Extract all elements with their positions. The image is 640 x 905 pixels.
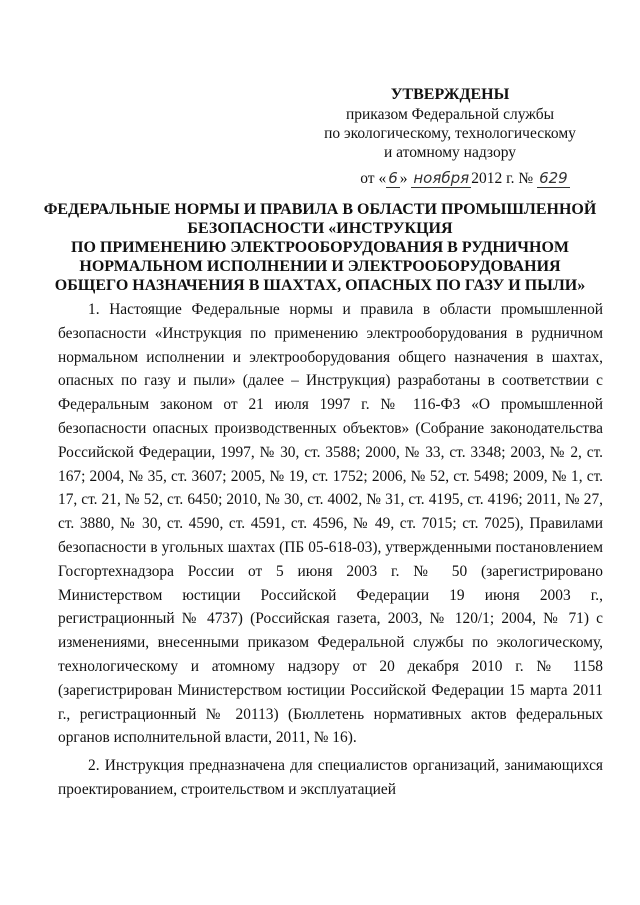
paragraph-1: 1. Настоящие Федеральные нормы и правила в области промышленной безопасности «Инструкция по применению электрооборудования в рудничном нормальном исполнении и электрооборудования общего назначения в шахтах, опасных по газу и пыли» (далее – Инструкция) разработаны в соответствии с Федеральным законом от 21 июля 1997 г. № 116-ФЗ «О промышленной безопасности опасных производственных объектов» (Собрание законодательства Российской Федерации, 1997, № 30, ст. 3588; 2000, № 33, ст. 3348; 2003, № 2, ст. 167; 2004, № 35, ст. 3607; 2005, № 19, ст. 1752; 2006, № 52, ст. 5498; 2009, № 1, ст. 17, ст. 21, № 52, ст. 6450; 2010, № 30, ст. 4002, № 31, ст. 4195, ст. 4196; 2011, № 27, ст. 3880, № 30, ст. 4590, ст. 4591, ст. 4596, № 49, ст. 7015; ст. 7025), Правилами безопасности в угольных шахтах (ПБ 05-618-03), утвержденными постановлением Госгортехнадзора России от 5 июня 2003 г. № 50 (зарегистрировано Министерством юстиции Российской Федерации 19 июня 2003 г., регистрационный № 4737) (Российская газета, 2003, № 120/1; 2004, № 71) с изменениями, внесенными приказом Федеральной службы по экологическому, технологическому и атомному надзору от 20 декабря 2010 г. № 1158 (зарегистрирован Министерством юстиции Российской Федерации 15 марта 2011 г., регистрационный № 20113) (Бюллетень нормативных актов федеральных органов исполнительной власти, 2011, № 16). <box>58 301 603 747</box>
handwritten-month: ноября <box>413 169 470 187</box>
approval-line-1: приказом Федеральной службы <box>345 106 555 123</box>
date-year: 2012 г. № <box>471 170 534 187</box>
approval-date-line <box>300 168 600 189</box>
approval-block <box>300 85 600 189</box>
approval-line-2: по экологическому, технологическому <box>324 125 576 142</box>
title-line-1: ФЕДЕРАЛЬНЫЕ НОРМЫ И ПРАВИЛА В ОБЛАСТИ ПРОМЫШЛЕННОЙ <box>43 201 597 218</box>
date-prefix: от « <box>360 170 387 187</box>
document-title <box>20 200 620 295</box>
date-mid: » <box>399 170 408 187</box>
title-line-4: НОРМАЛЬНОМ ИСПОЛНЕНИИ И ЭЛЕКТРООБОРУДОВАНИЯ <box>79 258 561 275</box>
approval-line-3: и атомному надзору <box>384 144 516 161</box>
title-line-2: БЕЗОПАСНОСТИ «ИНСТРУКЦИЯ <box>187 220 453 237</box>
paragraph-2: 2. Инструкция предназначена для специалистов организаций, занимающихся проектированием, строительством и эксплуатацией <box>58 757 603 798</box>
handwritten-day: 6 <box>388 169 398 187</box>
document-body <box>58 298 603 802</box>
title-line-5: ОБЩЕГО НАЗНАЧЕНИЯ В ШАХТАХ, ОПАСНЫХ ПО ГАЗУ И ПЫЛИ» <box>54 277 586 294</box>
handwritten-number: 629 <box>539 169 568 187</box>
title-line-3: ПО ПРИМЕНЕНИЮ ЭЛЕКТРООБОРУДОВАНИЯ В РУДНИЧНОМ <box>71 239 569 256</box>
approval-heading: УТВЕРЖДЕНЫ <box>390 86 510 103</box>
